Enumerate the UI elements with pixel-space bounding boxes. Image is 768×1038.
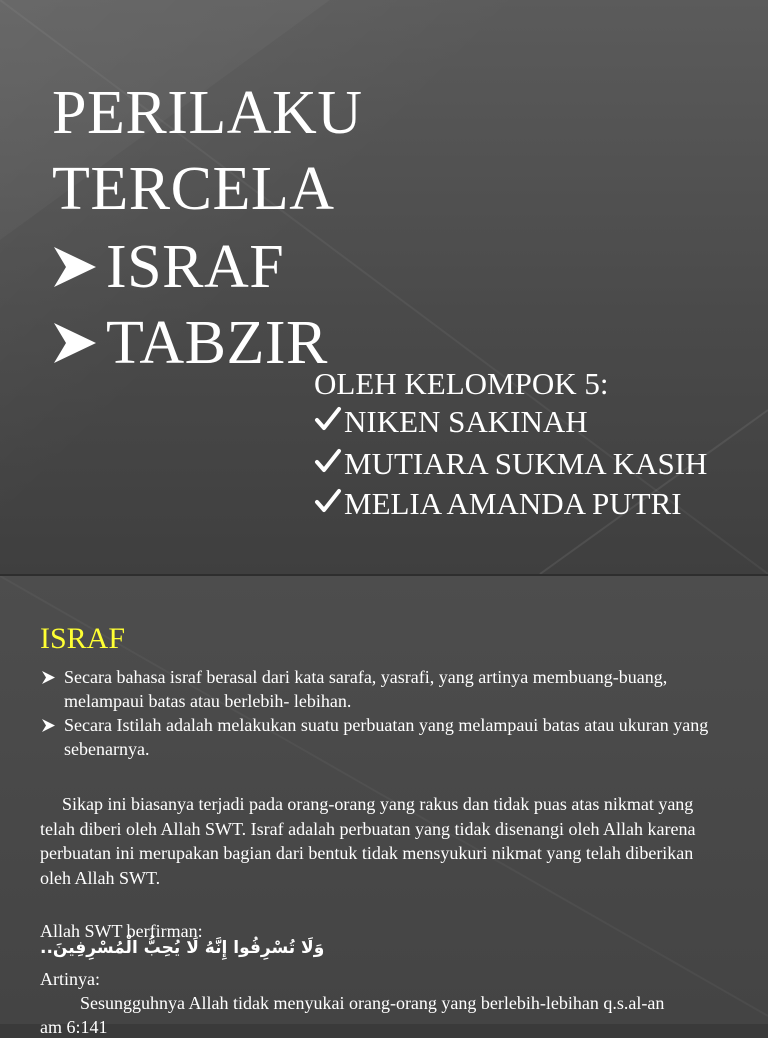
topic-label-israf: ISRAF [106,233,285,301]
bullet-text: Secara bahasa israf berasal dari kata sarafa, yasrafi, yang artinya membuang-buang, melampaui batas atau berlebih- lebihan. [64,667,668,711]
arrow-bullet-icon [52,245,98,289]
topic-item-israf [52,233,285,301]
group-heading: OLEH KELOMPOK 5: [314,366,609,401]
title-line-1: PERILAKU [52,79,363,147]
checkmark-icon [314,488,342,514]
section-heading: ISRAF [40,622,126,655]
arrow-bullet-icon [42,719,55,732]
topic-label-tabzir: TABZIR [106,309,328,377]
paragraph: Sikap ini biasanya terjadi pada orang-orang yang rakus dan tidak puas atas nikmat yang telah diberi oleh Allah SWT. Israf adalah perbuatan yang tidak disenangi oleh Allah karena perbuatan ini merupakan bagian dari bentuk tidak mensyukuri nikmat yang telah diberikan oleh Allah SWT. [40,794,696,888]
arabic-verse: وَلَا تُسْرِفُوا إِنَّهُ لَا يُحِبُّ الْمُسْرِفِينَ.. [40,938,325,958]
checkmark-icon [314,448,342,474]
member-name: NIKEN SAKINAH [344,404,588,439]
member-item [314,448,707,479]
bullet-item [42,665,732,713]
translation-line-2: am 6:141 [40,1017,108,1037]
arrow-bullet-icon [42,671,55,684]
member-name: MUTIARA SUKMA KASIH [344,446,708,481]
artinya-label: Artinya: [40,969,100,989]
checkmark-icon [314,406,342,432]
bullet-text: Secara Istilah adalah melakukan suatu perbuatan yang melampaui batas atau ukuran yang sebenarnya. [64,715,709,759]
arrow-bullet-icon [52,321,98,365]
member-name: MELIA AMANDA PUTRI [344,486,682,521]
topic-item-tabzir [52,309,328,377]
translation-line-1: Sesungguhnya Allah tidak menyukai orang-orang yang berlebih-lebihan q.s.al-an [80,993,665,1013]
bullet-item [42,713,732,761]
title-line-2: TERCELA [52,155,335,223]
allah-line: Allah SWT berfirman: [40,921,203,941]
member-item [314,488,682,519]
member-item [314,406,588,437]
